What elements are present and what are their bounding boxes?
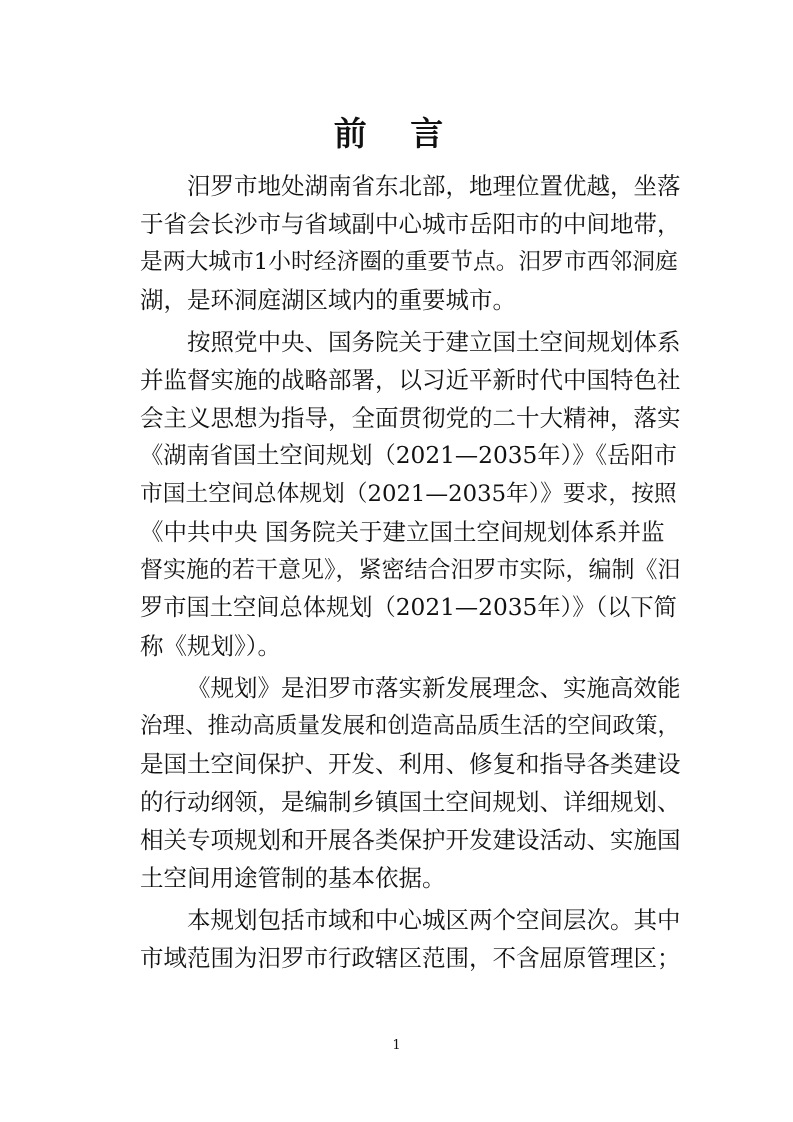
text-line: 《规划》是汨罗市落实新发展理念、实施高效能 bbox=[187, 674, 681, 702]
text-line: 是国土空间保护、开发、利用、修复和指导各类建设 bbox=[140, 750, 681, 778]
text-line: 罗市国土空间总体规划（2021—2035年）》（以下简 bbox=[140, 594, 677, 621]
text-line: 土空间用途管制的基本依据。 bbox=[140, 864, 446, 892]
text-line: 于省会长沙市与省域副中心城市岳阳市的中间地带， bbox=[140, 210, 681, 238]
text-line: 称《规划》）。 bbox=[140, 632, 281, 660]
text-line: 并监督实施的战略部署，以习近平新时代中国特色社 bbox=[140, 366, 681, 394]
text-line: 督实施的若干意见》，紧密结合汨罗市实际，编制《汨 bbox=[140, 557, 681, 583]
paragraph-intro bbox=[140, 167, 682, 319]
text-line: 《中共中央 国务院关于建立国土空间规划体系并监 bbox=[140, 518, 665, 546]
text-line: 汨罗市地处湖南省东北部，地理位置优越，坐落 bbox=[187, 172, 681, 200]
text-line: 《湖南省国土空间规划（2021—2035年）》《岳阳市 bbox=[140, 442, 677, 469]
document-body bbox=[140, 167, 682, 977]
text-line: 是两大城市1小时经济圈的重要节点。汨罗市西邻洞庭 bbox=[140, 249, 678, 275]
paragraph-scope bbox=[140, 901, 682, 977]
page-number: 1 bbox=[392, 1038, 401, 1053]
paragraph-basis bbox=[140, 323, 682, 665]
text-line: 本规划包括市域和中心城区两个空间层次。其中 bbox=[187, 906, 681, 934]
text-line: 治理、推动高质量发展和创造高品质生活的空间政策， bbox=[140, 713, 681, 739]
text-line: 的行动纲领，是编制乡镇国土空间规划、详细规划、 bbox=[140, 788, 681, 816]
text-line: 市国土空间总体规划（2021—2035年）》要求，按照 bbox=[140, 481, 677, 507]
text-line: 湖，是环洞庭湖区域内的重要城市。 bbox=[140, 286, 516, 314]
paragraph-role bbox=[140, 669, 682, 897]
page-title: 前 言 bbox=[333, 114, 460, 153]
text-line: 市域范围为汨罗市行政辖区范围，不含屈原管理区； bbox=[140, 944, 681, 972]
text-line: 按照党中央、国务院关于建立国土空间规划体系 bbox=[187, 328, 681, 356]
text-line: 相关专项规划和开展各类保护开发建设活动、实施国 bbox=[140, 826, 681, 854]
text-line: 会主义思想为指导，全面贯彻党的二十大精神，落实 bbox=[140, 404, 681, 432]
